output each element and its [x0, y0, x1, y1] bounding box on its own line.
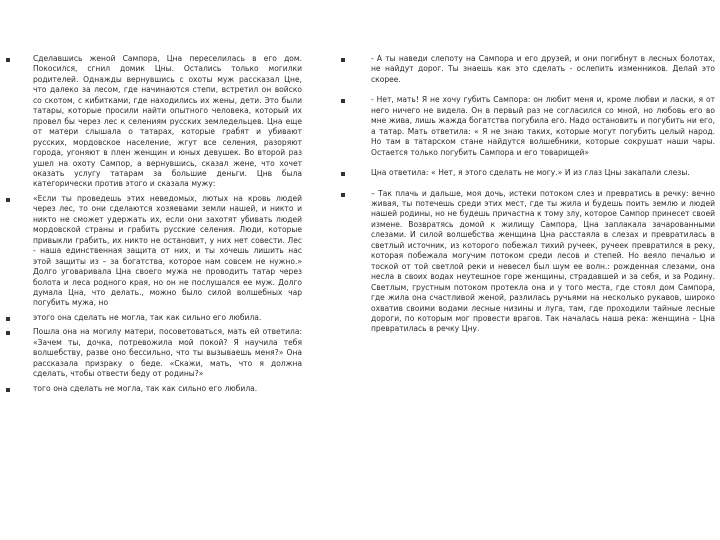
paragraph-text: Пошла она на могилу матери, посоветоваться, мать ей ответила: «Зачем ты, дочка, потревожила мой покой? Я научила тебя волшебству, разве оно бессильно, что ты вызываешь меня?» Она рассказала призраку о беде. «Скажи, мать, что я должна сделать, чтобы отвести беду от родины?»: [33, 327, 302, 379]
bullet-icon: [6, 331, 10, 335]
list-item: [6, 327, 302, 379]
bullet-icon: [6, 317, 10, 321]
list-item: [341, 95, 715, 158]
bullet-icon: [341, 99, 345, 103]
paragraph-text: - А ты наведи слепоту на Сампора и его друзей, и они погибнут в лесных болотах, не найдут дорог. Ты знаешь как это сделать - ослепить изменников. Делай это скорее.: [371, 54, 715, 84]
right-text-column: [341, 54, 715, 345]
list-item: [6, 313, 302, 323]
list-item: [341, 168, 715, 178]
left-text-column: [6, 54, 302, 398]
paragraph-text: – Так плачь и дальше, моя дочь, истеки потоком слез и превратись в речку: вечно живая, ты потечешь среди этих мест, где ты жила и будешь поить землю и людей нашей родины, но не будешь причастна к тому злу, которое Сампор принесет своей измене. Возвратясь домой к жилищу Сампора, Цна заплакала зачарованными слезами. И силой волшебства женщина Цна расстаяла в слезах и превратилась в светлый источник, из которого побежал тихий ручеек, ручеек превратился в реку, которая побежала могучим потоком среди лесов и степей. Но веяло печалью и тоской от той светлой реки и невесел был шум ее волн.: рожденная слезами, она несла в своих водах неутешное горе женщины, страдавшей и за себя, и за Родину. Светлым, грустным потоком протекла она и у того места, где стоял дом Сампора, где жила она счастливой женой, разлилась ручьями на несколько рукавов, широко охватив своими водами лесные низины и луга, там, где проходили тайные лесные дороги, по которым мог провести врагов. Так началась наша река: женщина – Цна превратилась в речку Цну.: [371, 188, 715, 334]
bullet-icon: [341, 193, 345, 197]
bullet-icon: [6, 388, 10, 392]
paragraph-text: того она сделать не могла, так как сильно его любила.: [33, 383, 258, 393]
list-item: [341, 189, 715, 335]
list-item: [341, 54, 715, 85]
paragraph-text: Цна ответила: « Нет, я этого сделать не могу.» И из глаз Цны закапали слезы.: [371, 168, 690, 178]
paragraph-text: - Нет, мать! Я не хочу губить Сампора: он любит меня и, кроме любви и ласки, я от него ничего не видела. Он в первый раз не согласился со мной, но любовь его во мне жива, лишь жажда богатства погубила его. Надо остановить и погубить ни его, а татар. Мать ответила: « Я не знаю таких, которые могут погубить целый народ. Но там в татарском стане найдутся волшебники, которые сокрушат наши чары. Остается только погубить Сампора и его товарищей»: [371, 95, 715, 157]
list-item: [6, 384, 302, 394]
paragraph-text: этого она сделать не могла, так как сильно его любила.: [33, 312, 262, 322]
list-item: [6, 54, 302, 190]
bullet-icon: [6, 198, 10, 202]
list-item: [6, 194, 302, 309]
bullet-icon: [341, 58, 345, 62]
paragraph-text: «Если ты проведешь этих неведомых, лютых на кровь людей через лес, то они сделаются хозяевами земли нашей, и никто и никто не сможет удержать их, если они захотят убивать людей мордовской страны и грабить русские селения. Люди, которые привыкли грабить, их никто не остановит, у них нет совести. Лес - наша единственная защита от них, и ты хочешь лишить нас этой защиты из – за богатства, которое нам совсем не нужно.» Долго уговаривала Цна своего мужа не проводить татар через болота и леса родного края, но он не послушался ее муж. Долго думала Цна, что делать., можно было силой волшебных чар погубить мужа, но: [33, 193, 302, 308]
bullet-icon: [341, 172, 345, 176]
bullet-icon: [6, 58, 10, 62]
paragraph-text: Сделавшись женой Сампора, Цна переселилась в его дом. Покосился, сгнил домик Цны. Остались только могилки родителей. Однажды вернувшись с охоты муж рассказал Цне, что далеко за лесом, где начинаются степи, встретил он войско со скотом, с кибитками, где находились их жены, дети. Это были татары, которые просили найти опытного человека, который их провел бы через лес к селениям русских земледельцев. Цна еще от матери слышала о татарах, которые грабят и убивают русских, мордовское население, жгут все селения, разоряют города, угоняют в плен женщин и юных девушек. Во второй раз ушел на охоту Сампор, а вернувшись, сказал жене, что хочет оказать услугу татарам за большие деньги. Цнв была категорически против этого и сказала мужу:: [33, 54, 302, 189]
